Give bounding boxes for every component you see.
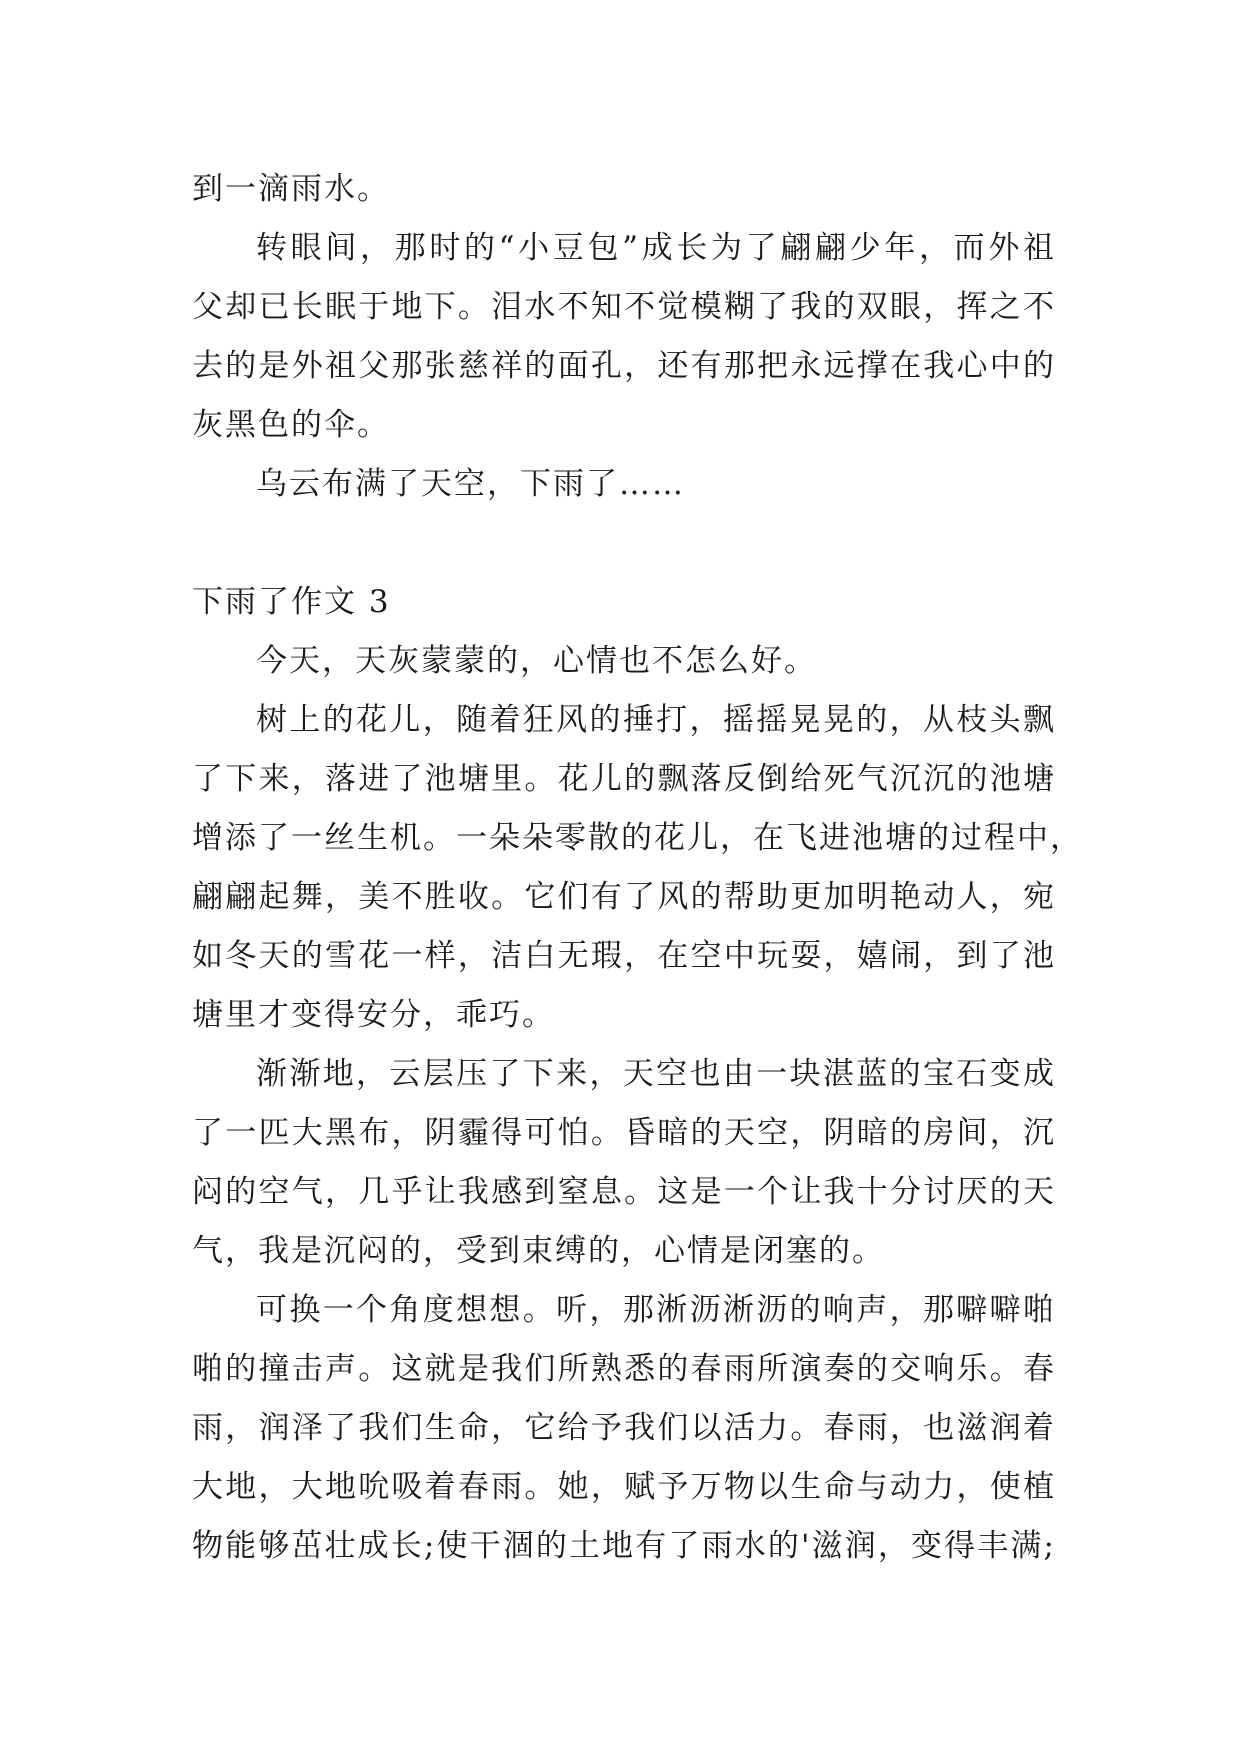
text-line: 闷的空气，几乎让我感到窒息。这是一个让我十分讨厌的天 [192, 1174, 1056, 1210]
text-line: 翩翩起舞，美不胜收。它们有了风的帮助更加明艳动人，宛 [192, 879, 1056, 915]
document-page [192, 160, 1083, 1576]
text-line: 到一滴雨水。 [192, 171, 390, 207]
text-line: 物能够茁壮成长;使干涸的土地有了雨水的'滋润，变得丰满; [192, 1528, 1056, 1564]
text-line: 了下来，落进了池塘里。花儿的飘落反倒给死气沉沉的池塘 [192, 761, 1056, 797]
text-line: 去的是外祖父那张慈祥的面孔，还有那把永远撑在我心中的 [192, 348, 1056, 384]
text-line: 塘里才变得安分，乖巧。 [192, 997, 555, 1033]
text-line: 乌云布满了天空，下雨了…… [256, 466, 685, 502]
section-gap [192, 514, 1056, 573]
text-line: 雨，润泽了我们生命，它给予我们以活力。春雨，也滋润着 [192, 1410, 1056, 1446]
section-heading: 下雨了作文 3 [192, 584, 391, 620]
text-line: 气，我是沉闷的，受到束缚的，心情是闭塞的。 [192, 1233, 885, 1269]
text-line: 增添了一丝生机。一朵朵零散的花儿，在飞进池塘的过程中， [192, 820, 1083, 856]
text-line: 如冬天的雪花一样，洁白无瑕，在空中玩耍，嬉闹，到了池 [192, 938, 1056, 974]
text-line: 父却已长眠于地下。泪水不知不觉模糊了我的双眼，挥之不 [192, 289, 1056, 325]
text-line: 今天，天灰蒙蒙的，心情也不怎么好。 [256, 643, 817, 679]
text-line: 树上的花儿，随着狂风的捶打，摇摇晃晃的，从枝头飘 [256, 702, 1056, 738]
text-line: 灰黑色的伞。 [192, 407, 390, 443]
text-line: 啪的撞击声。这就是我们所熟悉的春雨所演奏的交响乐。春 [192, 1351, 1056, 1387]
text-line: 渐渐地，云层压了下来，天空也由一块湛蓝的宝石变成 [256, 1056, 1056, 1092]
text-line: 大地，大地吮吸着春雨。她，赋予万物以生命与动力，使植 [192, 1469, 1056, 1505]
text-line: 转眼间，那时的“小豆包”成长为了翩翩少年，而外祖 [256, 230, 1056, 266]
text-line: 了一匹大黑布，阴霾得可怕。昏暗的天空，阴暗的房间，沉 [192, 1115, 1056, 1151]
text-line: 可换一个角度想想。听，那淅沥淅沥的响声，那噼噼啪 [256, 1292, 1056, 1328]
